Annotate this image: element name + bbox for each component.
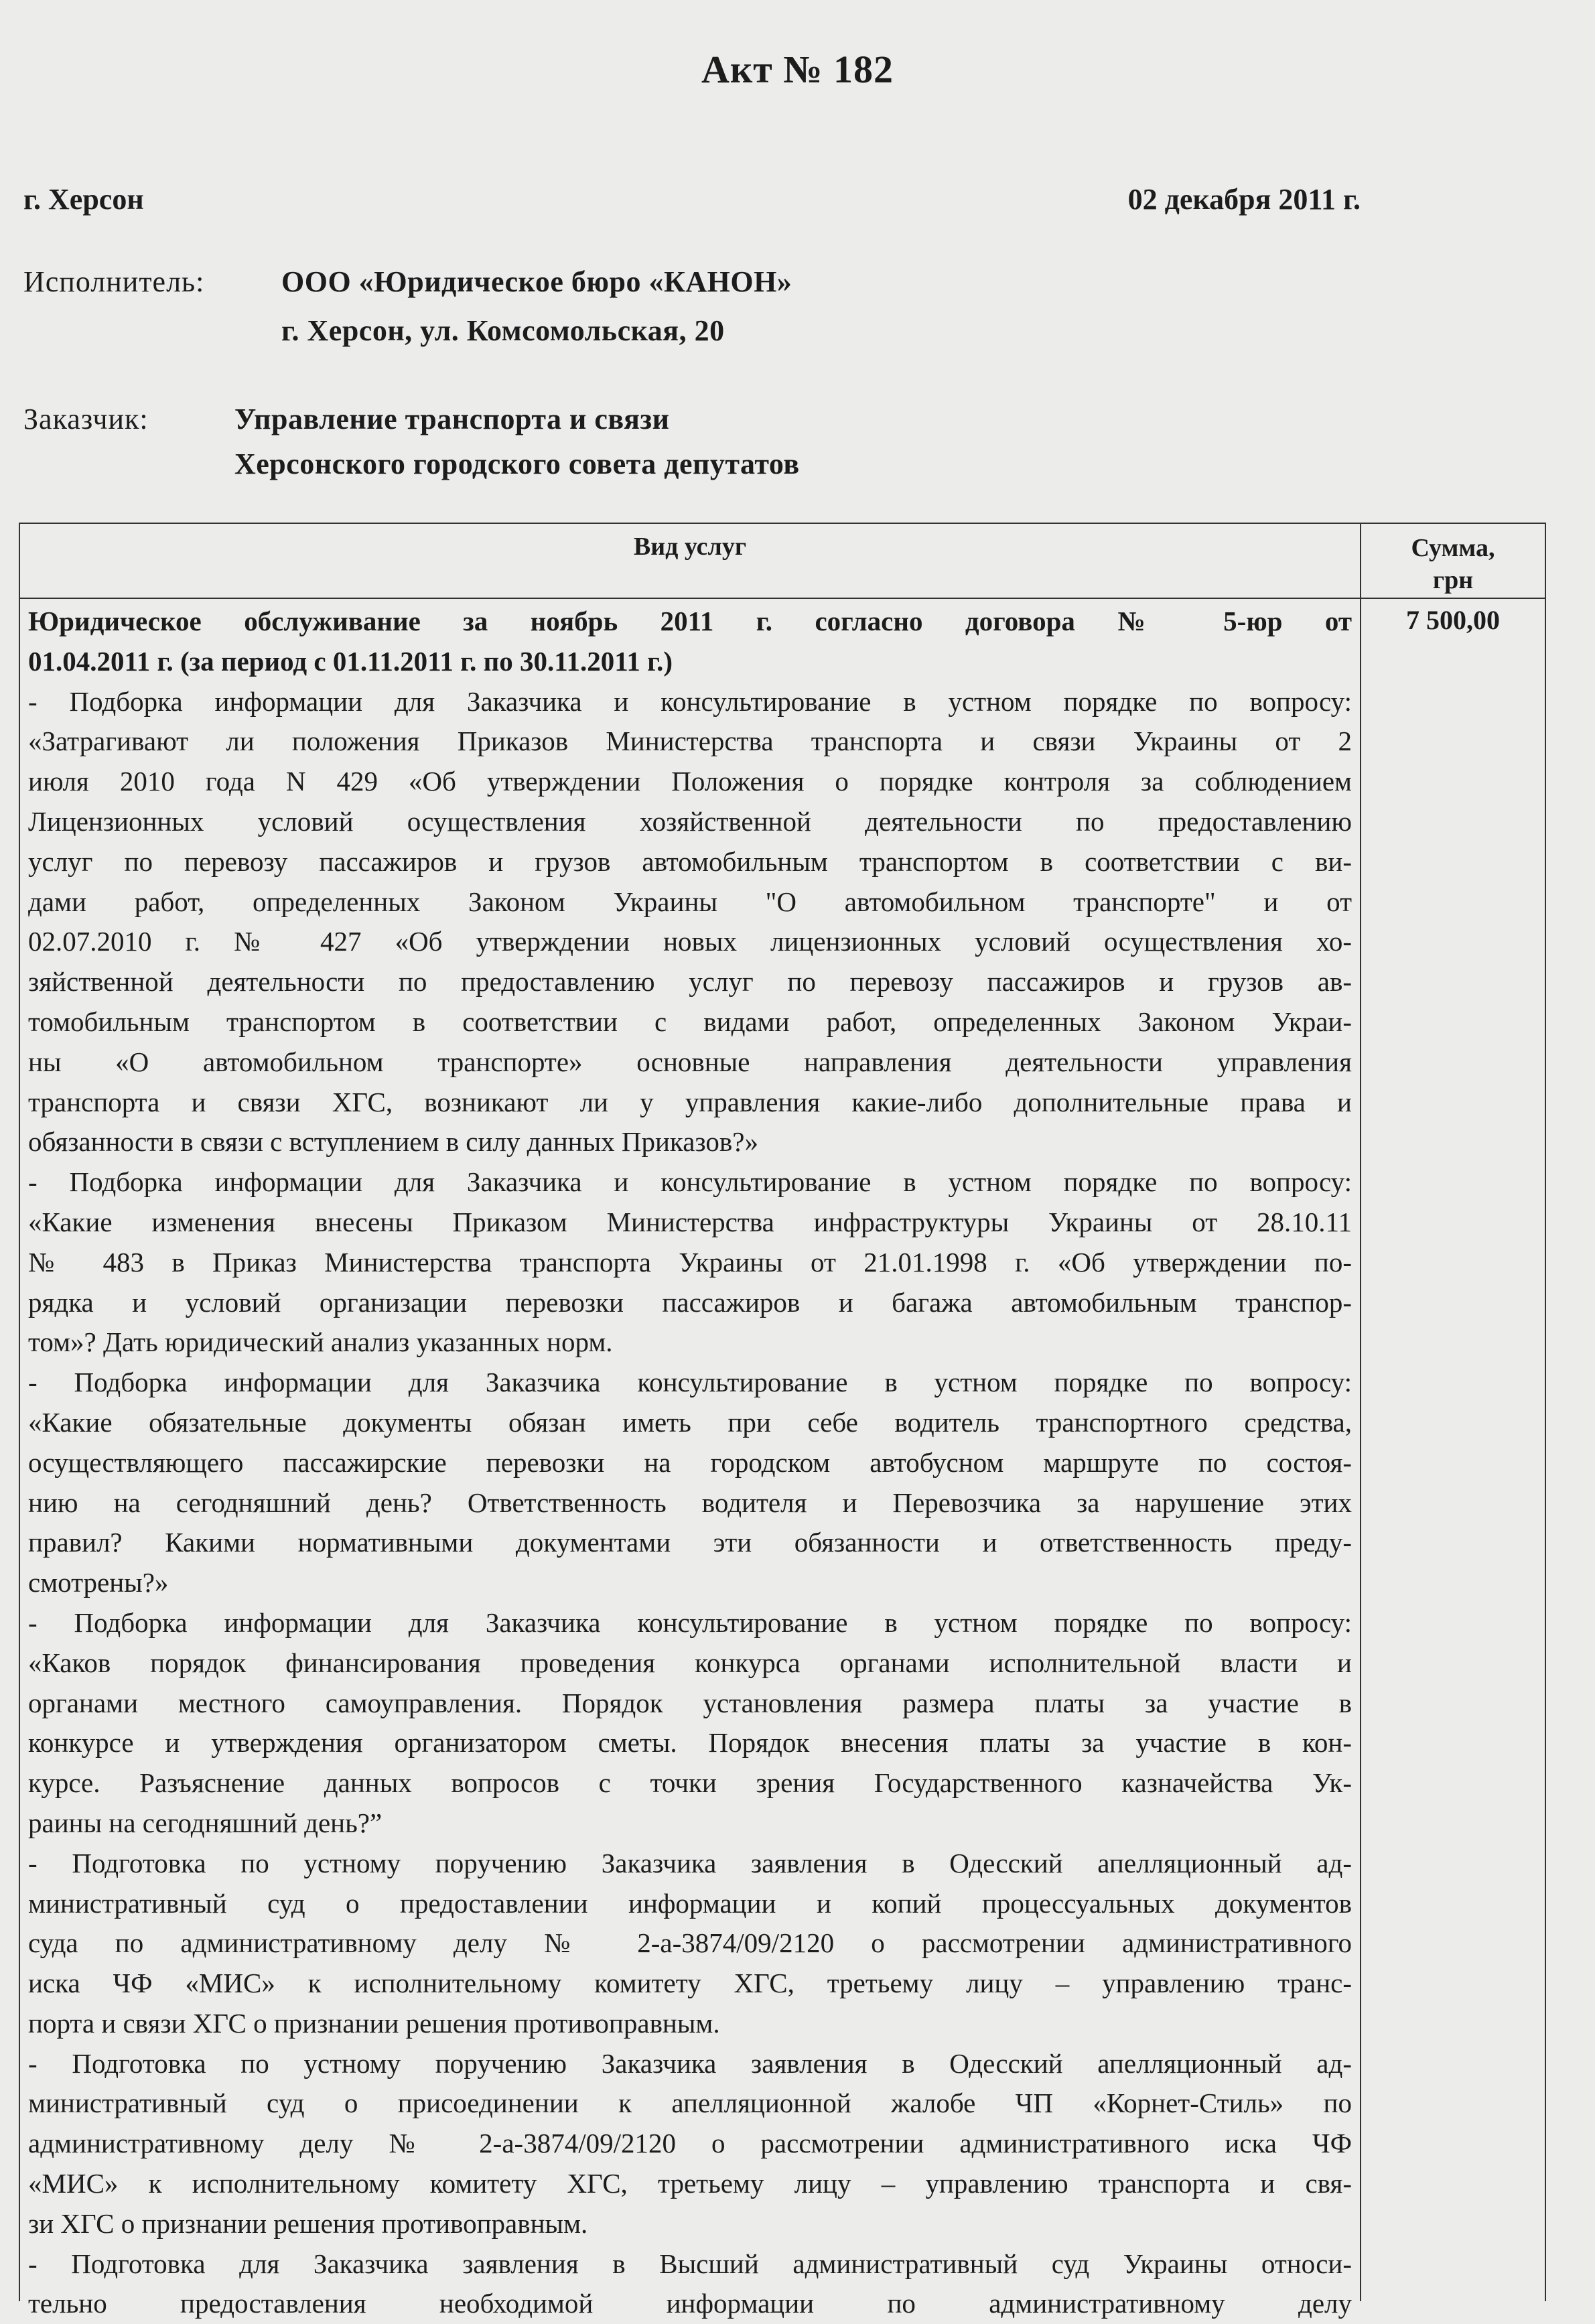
executor-name: ООО «Юридическое бюро «КАНОН» — [281, 265, 792, 298]
customer-name-line-1: Управление транспорта и связи — [234, 403, 670, 435]
description-line: «Какие обязательные документы обязан иметь при себе водитель транспортного средства, — [28, 1406, 1352, 1438]
executor-address: г. Херсон, ул. Комсомольская, 20 — [281, 314, 725, 347]
description-line: 02.07.2010 г. № 427 «Об утверждении новых лицензионных условий осуществления хо- — [28, 926, 1352, 957]
description-line: услуг по перевозу пассажиров и грузов автомобильным транспортом в соответствии с ви- — [28, 845, 1352, 877]
description-line: Юридическое обслуживание за ноябрь 2011 г. согласно договора № 5-юр от — [28, 606, 1352, 636]
document-title: Акт № 182 — [701, 48, 894, 91]
description-line: Лицензионных условий осуществления хозяйственной деятельности по предоставлению — [28, 805, 1352, 837]
description-line: - Подборка информации для Заказчика консультирование в устном порядке по вопросу: — [28, 1367, 1352, 1398]
services-table — [19, 523, 1546, 2319]
description-line: июля 2010 года N 429 «Об утверждении Положения о порядке контроля за соблюдением — [28, 766, 1352, 797]
description-line: административному делу № 2-а-3874/09/2120 о рассмотрении административного иска ЧФ — [28, 2128, 1352, 2159]
header-sum — [1361, 532, 1545, 596]
description-line: - Подборка информации для Заказчика и консультирование в устном порядке по вопросу: — [28, 1166, 1352, 1198]
document-city: г. Херсон — [23, 183, 144, 216]
description-line: правил? Какими нормативными документами эти обязанности и ответственность преду- — [28, 1527, 1352, 1558]
description-line: нию на сегодняшний день? Ответственность водителя и Перевозчика за нарушение этих — [28, 1487, 1352, 1518]
description-line: - Подборка информации для Заказчика и консультирование в устном порядке по вопросу: — [28, 685, 1352, 717]
customer-name-line-2: Херсонского городского совета депутатов — [234, 448, 800, 480]
description-line: обязанности в связи с вступлением в силу данных Приказов?» — [28, 1126, 758, 1158]
customer-label: Заказчик: — [23, 403, 149, 435]
description-line: осуществляющего пассажирские перевозки на городском автобусном маршруте по состоя- — [28, 1446, 1352, 1478]
description-line: иска ЧФ «МИС» к исполнительному комитету ХГС, третьему лицу – управлению транс- — [28, 1968, 1352, 1999]
description-line: тельно предоставления необходимой информации по административному делу — [28, 2288, 1352, 2319]
description-line: - Подборка информации для Заказчика консультирование в устном порядке по вопросу: — [28, 1607, 1352, 1638]
header-divider — [20, 598, 1545, 599]
description-line: дами работ, определенных Законом Украины "О автомобильном транспорте" и от — [28, 886, 1352, 917]
description-line: «Какие изменения внесены Приказом Министерства инфраструктуры Украины от 28.10.11 — [28, 1206, 1352, 1237]
description-line: зяйственной деятельности по предоставлению услуг по перевозу пассажиров и грузов ав- — [28, 966, 1352, 998]
description-line: 01.04.2011 г. (за период с 01.11.2011 г. по 30.11.2011 г.) — [28, 645, 673, 677]
description-line: суда по административному делу № 2-а-3874/09/2120 о рассмотрении административного — [28, 1927, 1352, 1959]
description-line: - Подготовка для Заказчика заявления в Высший административный суд Украины относи- — [28, 2248, 1352, 2279]
description-line: № 483 в Приказ Министерства транспорта Украины от 21.01.1998 г. «Об утверждении по- — [28, 1246, 1352, 1278]
description-line: смотрены?» — [28, 1567, 169, 1598]
services-description — [28, 602, 1352, 2324]
description-line: - Подготовка по устному поручению Заказчика заявления в Одесский апелляционный ад- — [28, 2047, 1352, 2079]
header-sum-line-2: грн — [1432, 566, 1474, 594]
description-line: конкурсе и утверждения организатором сметы. Порядок внесения платы за участие в кон- — [28, 1727, 1352, 1759]
description-line: министративный суд о предоставлении информации и копий процессуальных документов — [28, 1887, 1352, 1919]
description-line: «МИС» к исполнительному комитету ХГС, третьему лицу – управлению транспорта и свя- — [28, 2168, 1352, 2199]
column-divider — [1360, 524, 1361, 2301]
document-date: 02 декабря 2011 г. — [1127, 183, 1361, 216]
description-line: порта и связи ХГС о признании решения противоправным. — [28, 2007, 720, 2039]
description-line: «Каков порядок финансирования проведения конкурса органами исполнительной власти и — [28, 1647, 1352, 1678]
description-line: зи ХГС о признании решения противоправным. — [28, 2207, 588, 2239]
service-amount: 7 500,00 — [1406, 605, 1500, 635]
header-services: Вид услуг — [633, 533, 747, 561]
description-line: министративный суд о присоединении к апелляционной жалобе ЧП «Корнет-Стиль» по — [28, 2088, 1352, 2119]
description-line: ны «О автомобильном транспорте» основные направления деятельности управления — [28, 1046, 1352, 1077]
description-line: - Подготовка по устному поручению Заказчика заявления в Одесский апелляционный ад- — [28, 1847, 1352, 1878]
description-line: «Затрагивают ли положения Приказов Министерства транспорта и связи Украины от 2 — [28, 726, 1352, 757]
executor-label: Исполнитель: — [23, 265, 205, 298]
description-line: томобильным транспортом в соответствии с видами работ, определенных Законом Украи- — [28, 1006, 1352, 1037]
description-line: курсе. Разъяснение данных вопросов с точки зрения Государственного казначейства Ук- — [28, 1767, 1352, 1799]
description-line: рядка и условий организации перевозки пассажиров и багажа автомобильным транспор- — [28, 1286, 1352, 1318]
header-sum-line-1: Сумма, — [1411, 534, 1495, 562]
description-line: том»? Дать юридический анализ указанных норм. — [28, 1326, 613, 1358]
description-line: транспорта и связи ХГС, возникают ли у управления какие-либо дополнительные права и — [28, 1086, 1352, 1117]
description-line: органами местного самоуправления. Порядок установления размера платы за участие в — [28, 1687, 1352, 1718]
description-line: раины на сегодняшний день?” — [28, 1807, 383, 1838]
